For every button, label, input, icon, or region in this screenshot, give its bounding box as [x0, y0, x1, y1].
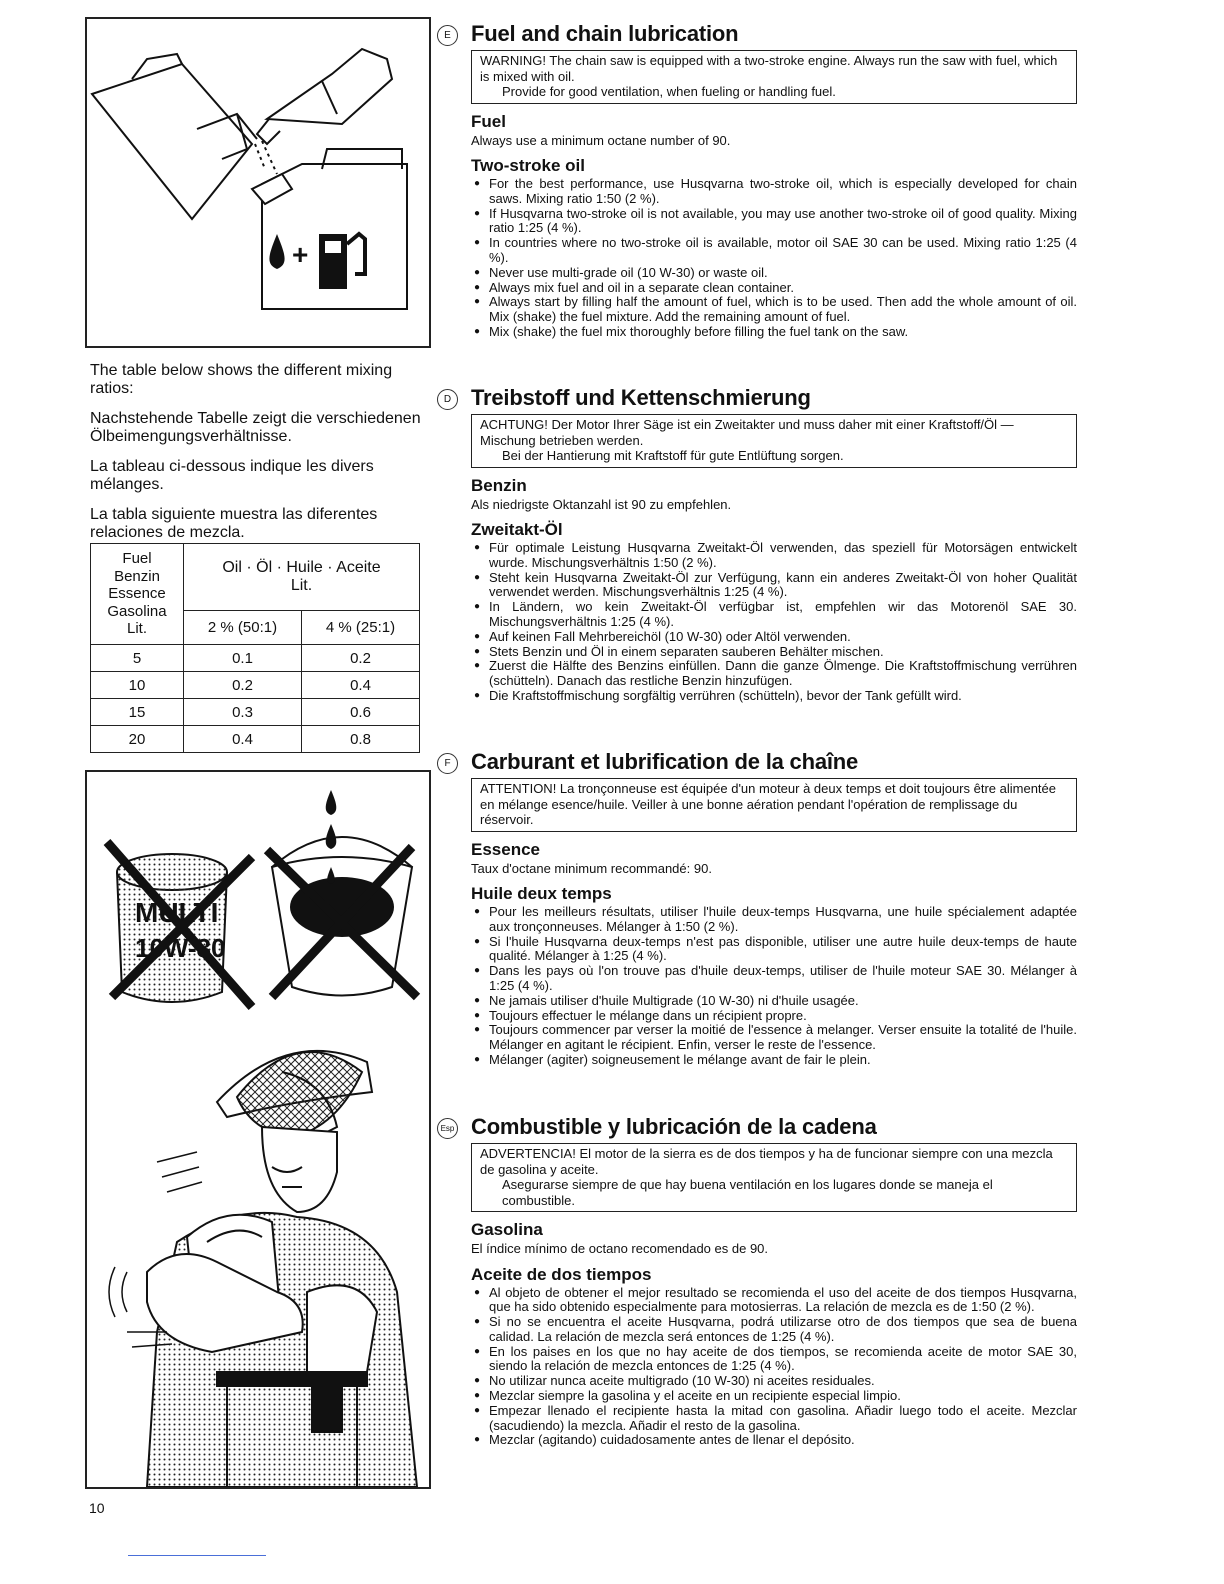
page-number: 10 — [89, 1500, 105, 1516]
warning-box — [471, 414, 1077, 468]
intro-text — [90, 362, 435, 554]
list-item: ● Toujours effectuer le mélange dans un récipient propre. — [471, 1009, 1077, 1024]
can-label-grade: 10W-30 — [135, 933, 226, 963]
col-4pct: 4 % (25:1) — [301, 611, 419, 645]
oil-header-cell — [184, 544, 420, 611]
list-item: ● Stets Benzin und Öl in einem separaten sauberen Behälter mischen. — [471, 645, 1077, 660]
oil-2pct-cell: 0.4 — [184, 726, 302, 753]
warning-text-2: Bei der Hantierung mit Kraftstoff für gute Entlüftung sorgen. — [502, 448, 844, 463]
list-item: ● Always mix fuel and oil in a separate clean container. — [471, 281, 1077, 296]
table-row — [91, 645, 420, 672]
oil-heading: Two-stroke oil — [471, 156, 585, 175]
warning-text: WARNING! The chain saw is equipped with a two-stroke engine. Always run the saw with fuel, which is mixed with oil. — [480, 53, 1058, 84]
intro-de: Nachstehende Tabelle zeigt die verschiedenen Ölbeimengungsverhältnisse. — [90, 410, 421, 445]
oil-heading: Huile deux temps — [471, 884, 612, 903]
list-item: ● Never use multi-grade oil (10 W-30) or waste oil. — [471, 266, 1077, 281]
oil-4pct-cell: 0.2 — [301, 645, 419, 672]
oil-heading: Aceite de dos tiempos — [471, 1264, 652, 1284]
list-item: ● Dans les pays où l'on trouve pas d'huile deux-temps, utiliser de l'huile moteur SAE 30. Mélanger à 1:25 (4 %). — [471, 964, 1077, 994]
fuel-text: El índice mínimo de octano recomendado es de 90. — [471, 1241, 769, 1256]
intro-en: The table below shows the different mixing ratios: — [90, 362, 393, 397]
intro-es: La tabla siguiente muestra las diferentes relaciones de mezcla. — [90, 506, 378, 541]
oil-header-unit: Lit. — [290, 577, 313, 594]
fuel-mixing-illustration — [85, 17, 431, 348]
list-item: ● Mix (shake) the fuel mix thoroughly before filling the fuel tank on the saw. — [471, 325, 1077, 340]
fuel-header-unit: Lit. — [126, 620, 147, 638]
fuel-heading: Fuel — [471, 111, 506, 131]
warning-text-2: Asegurarse siempre de que hay buena ventilación en los lugares donde se maneja el combustible. — [502, 1177, 993, 1208]
list-item: ● En los paises en los que no hay aceite de dos tiempos, se recomienda aceite de motor SAE 30, siendo la relación de mezcla entonces de 1:25 (4 %). — [471, 1345, 1077, 1375]
warning-text: ADVERTENCIA! El motor de la sierra es de dos tiempos y ha de funcionar siempre con una mezcla de gasolina y aceite. — [480, 1146, 1053, 1177]
list-item: ● Zuerst die Hälfte des Benzins einfüllen. Dann die ganze Ölmenge. Die Kraftstoffmischung verrühren (schütteln). Danach das restliche Benzin hinzufügen. — [471, 659, 1077, 689]
fuel-header-de: Benzin — [114, 567, 160, 585]
list-item: ● Si l'huile Husqvarna deux-temps n'est pas disponible, utiliser une autre huile deux-temps de haute qualité. Mélanger à 1:25 (4 %). — [471, 935, 1077, 965]
section-es — [440, 1114, 1077, 1448]
fuel-header-fr: Essence — [108, 585, 166, 603]
oil-2pct-cell: 0.1 — [184, 645, 302, 672]
fuel-heading: Benzin — [471, 475, 527, 495]
list-item: ● Pour les meilleurs résultats, utiliser l'huile deux-temps Husqvarna, une huile spécialement adaptée aux tronçonneuses. Mélanger à 1:50 (2 %). — [471, 905, 1077, 935]
section-title: Carburant et lubrification de la chaîne — [471, 749, 859, 774]
list-item: ● Al objeto de obtener el mejor resultado se recomienda el uso del aceite de dos tiempos Husqvarna, que ha sido obtenido especialmente para motosierras. La relación de mezcla es de 1:50 (2 %). — [471, 1286, 1077, 1316]
list-item: ● Si no se encuentra el aceite Husqvarna, podrá utilizarse otro de dos tiempos que sea de buena calidad. La relación de mezcla será entonces de 1:25 (4 %). — [471, 1315, 1077, 1345]
list-item: ● Mezclar siempre la gasolina y el aceite en un recipiente especial limpio. — [471, 1389, 1077, 1404]
oil-header-label: Oil · Öl · Huile · Aceite — [222, 559, 381, 576]
bottom-rule — [128, 1555, 266, 1556]
section-title: Treibstoff und Kettenschmierung — [471, 385, 811, 410]
oil-warning-illustration — [85, 770, 431, 1489]
lang-badge-es: Esp — [437, 1118, 458, 1139]
list-item: ● In Ländern, wo kein Zweitakt-Öl verfügbar ist, empfehlen wir das Motorenöl SAE 30. Mischungsverhältnis 1:25 (4 %). — [471, 600, 1077, 630]
list-item: ● No utilizar nunca aceite multigrado (10 W-30) ni aceites residuales. — [471, 1374, 1077, 1389]
lang-badge-de: D — [437, 389, 458, 410]
fuel-header-en: Fuel — [122, 550, 152, 568]
list-item: ● Ne jamais utiliser d'huile Multigrade (10 W-30) ni d'huile usagée. — [471, 994, 1077, 1009]
can-label-text: MULTI — [135, 897, 219, 928]
bullet-list — [471, 541, 1077, 704]
fuel-cell: 15 — [91, 699, 184, 726]
warning-text-2: Provide for good ventilation, when fueling or handling fuel. — [502, 84, 836, 99]
section-fr — [444, 749, 1077, 1068]
bullet-list — [471, 1286, 1077, 1449]
fuel-header-cell — [91, 544, 184, 645]
fuel-heading: Essence — [471, 839, 540, 859]
warning-box — [471, 50, 1077, 104]
list-item: ● Die Kraftstoffmischung sorgfältig verrühren (schütteln), bevor der Tank gefüllt wird. — [471, 689, 1077, 704]
section-title: Combustible y lubricación de la cadena — [471, 1114, 877, 1139]
oil-4pct-cell: 0.4 — [301, 672, 419, 699]
list-item: ● If Husqvarna two-stroke oil is not available, you may use another two-stroke oil of good quality. Mixing ratio 1:25 (4 %). — [471, 207, 1077, 237]
list-item: ● Für optimale Leistung Husqvarna Zweitakt-Öl verwenden, das speziell für Motorsägen entwickelt wurde. Mischungsverhältnis 1:50 (2 %). — [471, 541, 1077, 571]
lang-badge-fr: F — [437, 753, 458, 774]
fuel-cell: 20 — [91, 726, 184, 753]
fuel-text: Als niedrigste Oktanzahl ist 90 zu empfehlen. — [471, 496, 732, 512]
section-en — [444, 21, 1077, 340]
oil-2pct-cell: 0.2 — [184, 672, 302, 699]
svg-text:+: + — [292, 239, 309, 270]
table-row — [91, 699, 420, 726]
fuel-heading: Gasolina — [471, 1220, 543, 1239]
bullet-list — [471, 905, 1077, 1068]
fuel-text: Taux d'octane minimum recommandé: 90. — [471, 860, 712, 876]
oil-2pct-cell: 0.3 — [184, 699, 302, 726]
list-item: ● Steht kein Husqvarna Zweitakt-Öl zur Verfügung, kann ein anderes Zweitakt-Öl von hoher Qualität verwendet werden. Mischungsverhältnis 1:25 (4 %). — [471, 571, 1077, 601]
warning-text: ATTENTION! La tronçonneuse est équipée d'un moteur à deux temps et doit toujours être alimentée en mélange esence/huile. Veiller à une bonne aération pendant l'opération de remplissage du réservoir. — [480, 781, 1056, 827]
list-item: ● For the best performance, use Husqvarna two-stroke oil, which is especially developed for chain saws. Mixing ratio 1:50 (2 %). — [471, 177, 1077, 207]
list-item: ● Toujours commencer par verser la moitié de l'essence à melanger. Verser ensuite la totalité de l'huile. Mélanger en agitant le récipient. Enfin, verser le reste de l'essence. — [471, 1023, 1077, 1053]
section-de — [443, 385, 1077, 704]
fuel-can-drawing — [87, 19, 429, 346]
list-item: ● In countries where no two-stroke oil is available, motor oil SAE 30 can be used. Mixing ratio 1:25 (4 %). — [471, 236, 1077, 266]
table-row — [91, 672, 420, 699]
table-row — [91, 726, 420, 753]
bullet-list — [471, 177, 1077, 340]
oil-4pct-cell: 0.8 — [301, 726, 419, 753]
mixing-ratio-table — [90, 543, 420, 753]
fuel-cell: 5 — [91, 645, 184, 672]
list-item: ● Empezar llenado el recipiente hasta la mitad con gasolina. Añadir luego todo el aceite. Mezclar (sacudiendo) la mezcla. Añadir el resto de la gasolina. — [471, 1404, 1077, 1434]
section-title: Fuel and chain lubrication — [471, 21, 739, 46]
list-item: ● Mélanger (agiter) soigneusement le mélange avant de fair le plein. — [471, 1053, 1077, 1068]
warning-box — [471, 778, 1077, 832]
warning-box — [471, 1143, 1077, 1212]
oil-4pct-cell: 0.6 — [301, 699, 419, 726]
list-item: ● Auf keinen Fall Mehrbereichöl (10 W-30) oder Altöl verwenden. — [471, 630, 1077, 645]
oil-heading: Zweitakt-Öl — [471, 520, 563, 539]
list-item: ● Mezclar (agitando) cuidadosamente antes de llenar el depósito. — [471, 1433, 1077, 1448]
warning-text: ACHTUNG! Der Motor Ihrer Säge ist ein Zweitakter und muss daher mit einer Kraftstoff/Öl — Mischung betrieben werden. — [480, 417, 1014, 448]
oil-warning-drawing — [87, 772, 429, 1487]
fuel-text: Always use a minimum octane number of 90. — [471, 132, 731, 148]
fuel-cell: 10 — [91, 672, 184, 699]
list-item: ● Always start by filling half the amount of fuel, which is to be used. Then add the whole amount of oil. Mix (shake) the fuel mixture. Add the remaining amount of fuel. — [471, 295, 1077, 325]
fuel-header-es: Gasolina — [107, 602, 167, 620]
lang-badge-en: E — [437, 25, 458, 46]
intro-fr: La tableau ci-dessous indique les divers mélanges. — [90, 458, 374, 493]
col-2pct: 2 % (50:1) — [184, 611, 302, 645]
